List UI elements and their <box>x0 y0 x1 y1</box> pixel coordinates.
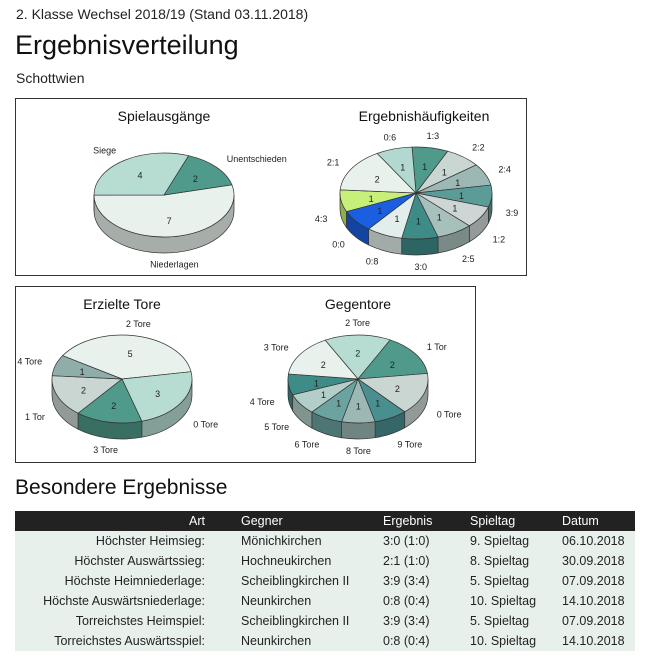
pie-category-label: 3:9 <box>505 207 519 218</box>
cell-ergebnis: 3:9 (3:4) <box>383 571 470 591</box>
cell-datum: 14.10.2018 <box>562 631 635 651</box>
cell-ergebnis: 3:0 (1:0) <box>383 531 470 551</box>
pie-category-label: Unentschieden <box>226 154 287 165</box>
cell-gegner: Hochneukirchen <box>235 551 383 571</box>
chart-panel-results <box>15 98 527 276</box>
col-header-datum: Datum <box>562 511 635 531</box>
pie-value-label: 1 <box>355 401 361 412</box>
pie-category-label: 2 Tore <box>345 318 370 329</box>
pie-value-label: 1 <box>394 214 400 225</box>
pie-value-label: 2 <box>320 360 326 371</box>
pie-value-label: 2 <box>394 384 400 395</box>
pie-value-label: 1 <box>436 212 442 223</box>
team-name: Schottwien <box>16 70 85 86</box>
pie-category-label: 3 Tore <box>93 444 119 455</box>
cell-spieltag: 5. Spieltag <box>470 571 562 591</box>
pie-value-label: 2 <box>355 348 361 359</box>
pie-category-label: 5 Tore <box>264 422 290 433</box>
cell-spieltag: 10. Spieltag <box>470 631 562 651</box>
pie-value-label: 1 <box>79 366 85 377</box>
chart-title-gegentore: Gegentore <box>324 296 392 312</box>
pie-value-label: 2 <box>111 400 117 411</box>
pie-category-label: 3 Tore <box>263 342 289 353</box>
col-header-spieltag: Spieltag <box>470 511 562 531</box>
cell-art: Höchste Heimniederlage: <box>15 571 235 591</box>
page-subtitle: 2. Klasse Wechsel 2018/19 (Stand 03.11.2018) <box>16 6 309 22</box>
pie-category-label: 4 Tore <box>17 356 43 367</box>
pie-category-label: 0:0 <box>332 239 345 250</box>
pie-category-label: 0:8 <box>365 256 379 267</box>
pie-value-label: 1 <box>336 398 342 409</box>
table-header-row <box>15 511 635 531</box>
pie-category-label: 0 Tore <box>436 409 462 420</box>
pie-value-label: 2 <box>192 174 198 185</box>
cell-art: Höchste Auswärtsniederlage: <box>15 591 235 611</box>
pie-ergebnishaeufigkeiten <box>315 131 518 272</box>
pie-value-label: 1 <box>458 190 465 201</box>
pie-value-label: 1 <box>377 205 383 216</box>
cell-spieltag: 8. Spieltag <box>470 551 562 571</box>
pie-side-6 <box>402 237 438 255</box>
chart-title-spielausgaenge: Spielausgänge <box>117 108 211 124</box>
pie-category-label: 8 Tore <box>346 445 371 456</box>
pie-value-label: 1 <box>422 161 428 172</box>
pie-category-label: 1:2 <box>492 234 506 245</box>
cell-ergebnis: 3:9 (3:4) <box>383 611 470 631</box>
results-table <box>15 511 635 651</box>
pie-value-label: 5 <box>127 349 133 360</box>
pie-category-label: Siege <box>93 145 117 156</box>
pie-category-label: Niederlagen <box>150 259 199 270</box>
pie-spielausgaenge <box>93 146 287 270</box>
pie-category-label: 2:4 <box>498 164 511 175</box>
pie-value-label: 1 <box>441 167 447 178</box>
pie-category-label: 0 Tore <box>193 419 219 430</box>
pie-category-label: 3:0 <box>414 261 427 272</box>
cell-spieltag: 9. Spieltag <box>470 531 562 551</box>
pie-erzielte-tore <box>17 319 218 455</box>
pie-category-label: 4:3 <box>314 213 328 224</box>
pie-category-label: 0:6 <box>383 132 397 143</box>
cell-gegner: Neunkirchen <box>235 591 383 611</box>
table-row <box>15 571 635 591</box>
cell-ergebnis: 2:1 (1:0) <box>383 551 470 571</box>
cell-gegner: Scheiblingkirchen II <box>235 611 383 631</box>
table-row <box>15 591 635 611</box>
pie-category-label: 2:2 <box>472 142 485 153</box>
pie-value-label: 2 <box>374 174 380 185</box>
pie-value-label: 2 <box>389 359 395 370</box>
pie-category-label: 4 Tore <box>249 397 275 408</box>
cell-art: Torreichstes Auswärtsspiel: <box>15 631 235 651</box>
chart-panel-goals <box>15 286 476 463</box>
cell-gegner: Scheiblingkirchen II <box>235 571 383 591</box>
col-header-art: Art <box>15 511 235 531</box>
cell-ergebnis: 0:8 (0:4) <box>383 631 470 651</box>
cell-gegner: Neunkirchen <box>235 631 383 651</box>
pie-category-label: 9 Tore <box>397 439 423 450</box>
pie-value-label: 1 <box>375 398 381 409</box>
pie-category-label: 1 Tor <box>25 412 45 423</box>
pie-value-label: 4 <box>137 170 143 181</box>
pie-value-label: 1 <box>313 378 319 389</box>
cell-datum: 14.10.2018 <box>562 591 635 611</box>
pie-value-label: 7 <box>166 216 172 227</box>
table-row <box>15 531 635 551</box>
pie-value-label: 1 <box>400 162 406 173</box>
charts-svg-bottom <box>16 287 475 462</box>
col-header-gegner: Gegner <box>235 511 383 531</box>
pie-value-label: 1 <box>368 193 374 204</box>
cell-spieltag: 5. Spieltag <box>470 611 562 631</box>
pie-category-label: 2:5 <box>461 253 475 264</box>
page-title: Ergebnisverteilung <box>15 30 239 60</box>
cell-datum: 07.09.2018 <box>562 611 635 631</box>
pie-value-label: 2 <box>80 385 86 396</box>
cell-art: Höchster Heimsieg: <box>15 531 235 551</box>
pie-value-label: 3 <box>155 388 161 399</box>
pie-category-label: 2:1 <box>326 157 340 168</box>
section-title-besondere: Besondere Ergebnisse <box>15 476 228 499</box>
cell-datum: 30.09.2018 <box>562 551 635 571</box>
cell-spieltag: 10. Spieltag <box>470 591 562 611</box>
table-row <box>15 631 635 651</box>
cell-art: Torreichstes Heimspiel: <box>15 611 235 631</box>
pie-category-label: 2 Tore <box>125 319 151 330</box>
pie-gegentore <box>250 318 462 456</box>
pie-value-label: 1 <box>455 177 461 188</box>
pie-category-label: 1 Tor <box>426 341 447 352</box>
cell-gegner: Mönichkirchen <box>235 531 383 551</box>
pie-value-label: 1 <box>321 390 327 401</box>
pie-value-label: 1 <box>415 216 421 227</box>
table-row <box>15 551 635 571</box>
cell-art: Höchster Auswärtssieg: <box>15 551 235 571</box>
chart-title-ergebnishaeufigkeiten: Ergebnishäufigkeiten <box>358 108 490 124</box>
cell-datum: 06.10.2018 <box>562 531 635 551</box>
table-row <box>15 611 635 631</box>
cell-ergebnis: 0:8 (0:4) <box>383 591 470 611</box>
pie-category-label: 6 Tore <box>294 439 320 450</box>
charts-svg-top <box>16 99 526 275</box>
pie-category-label: 1:3 <box>426 131 440 142</box>
pie-side-4 <box>342 422 376 439</box>
col-header-ergebnis: Ergebnis <box>383 511 470 531</box>
pie-value-label: 1 <box>452 203 458 214</box>
chart-title-erzielte-tore: Erzielte Tore <box>83 296 161 312</box>
cell-datum: 07.09.2018 <box>562 571 635 591</box>
